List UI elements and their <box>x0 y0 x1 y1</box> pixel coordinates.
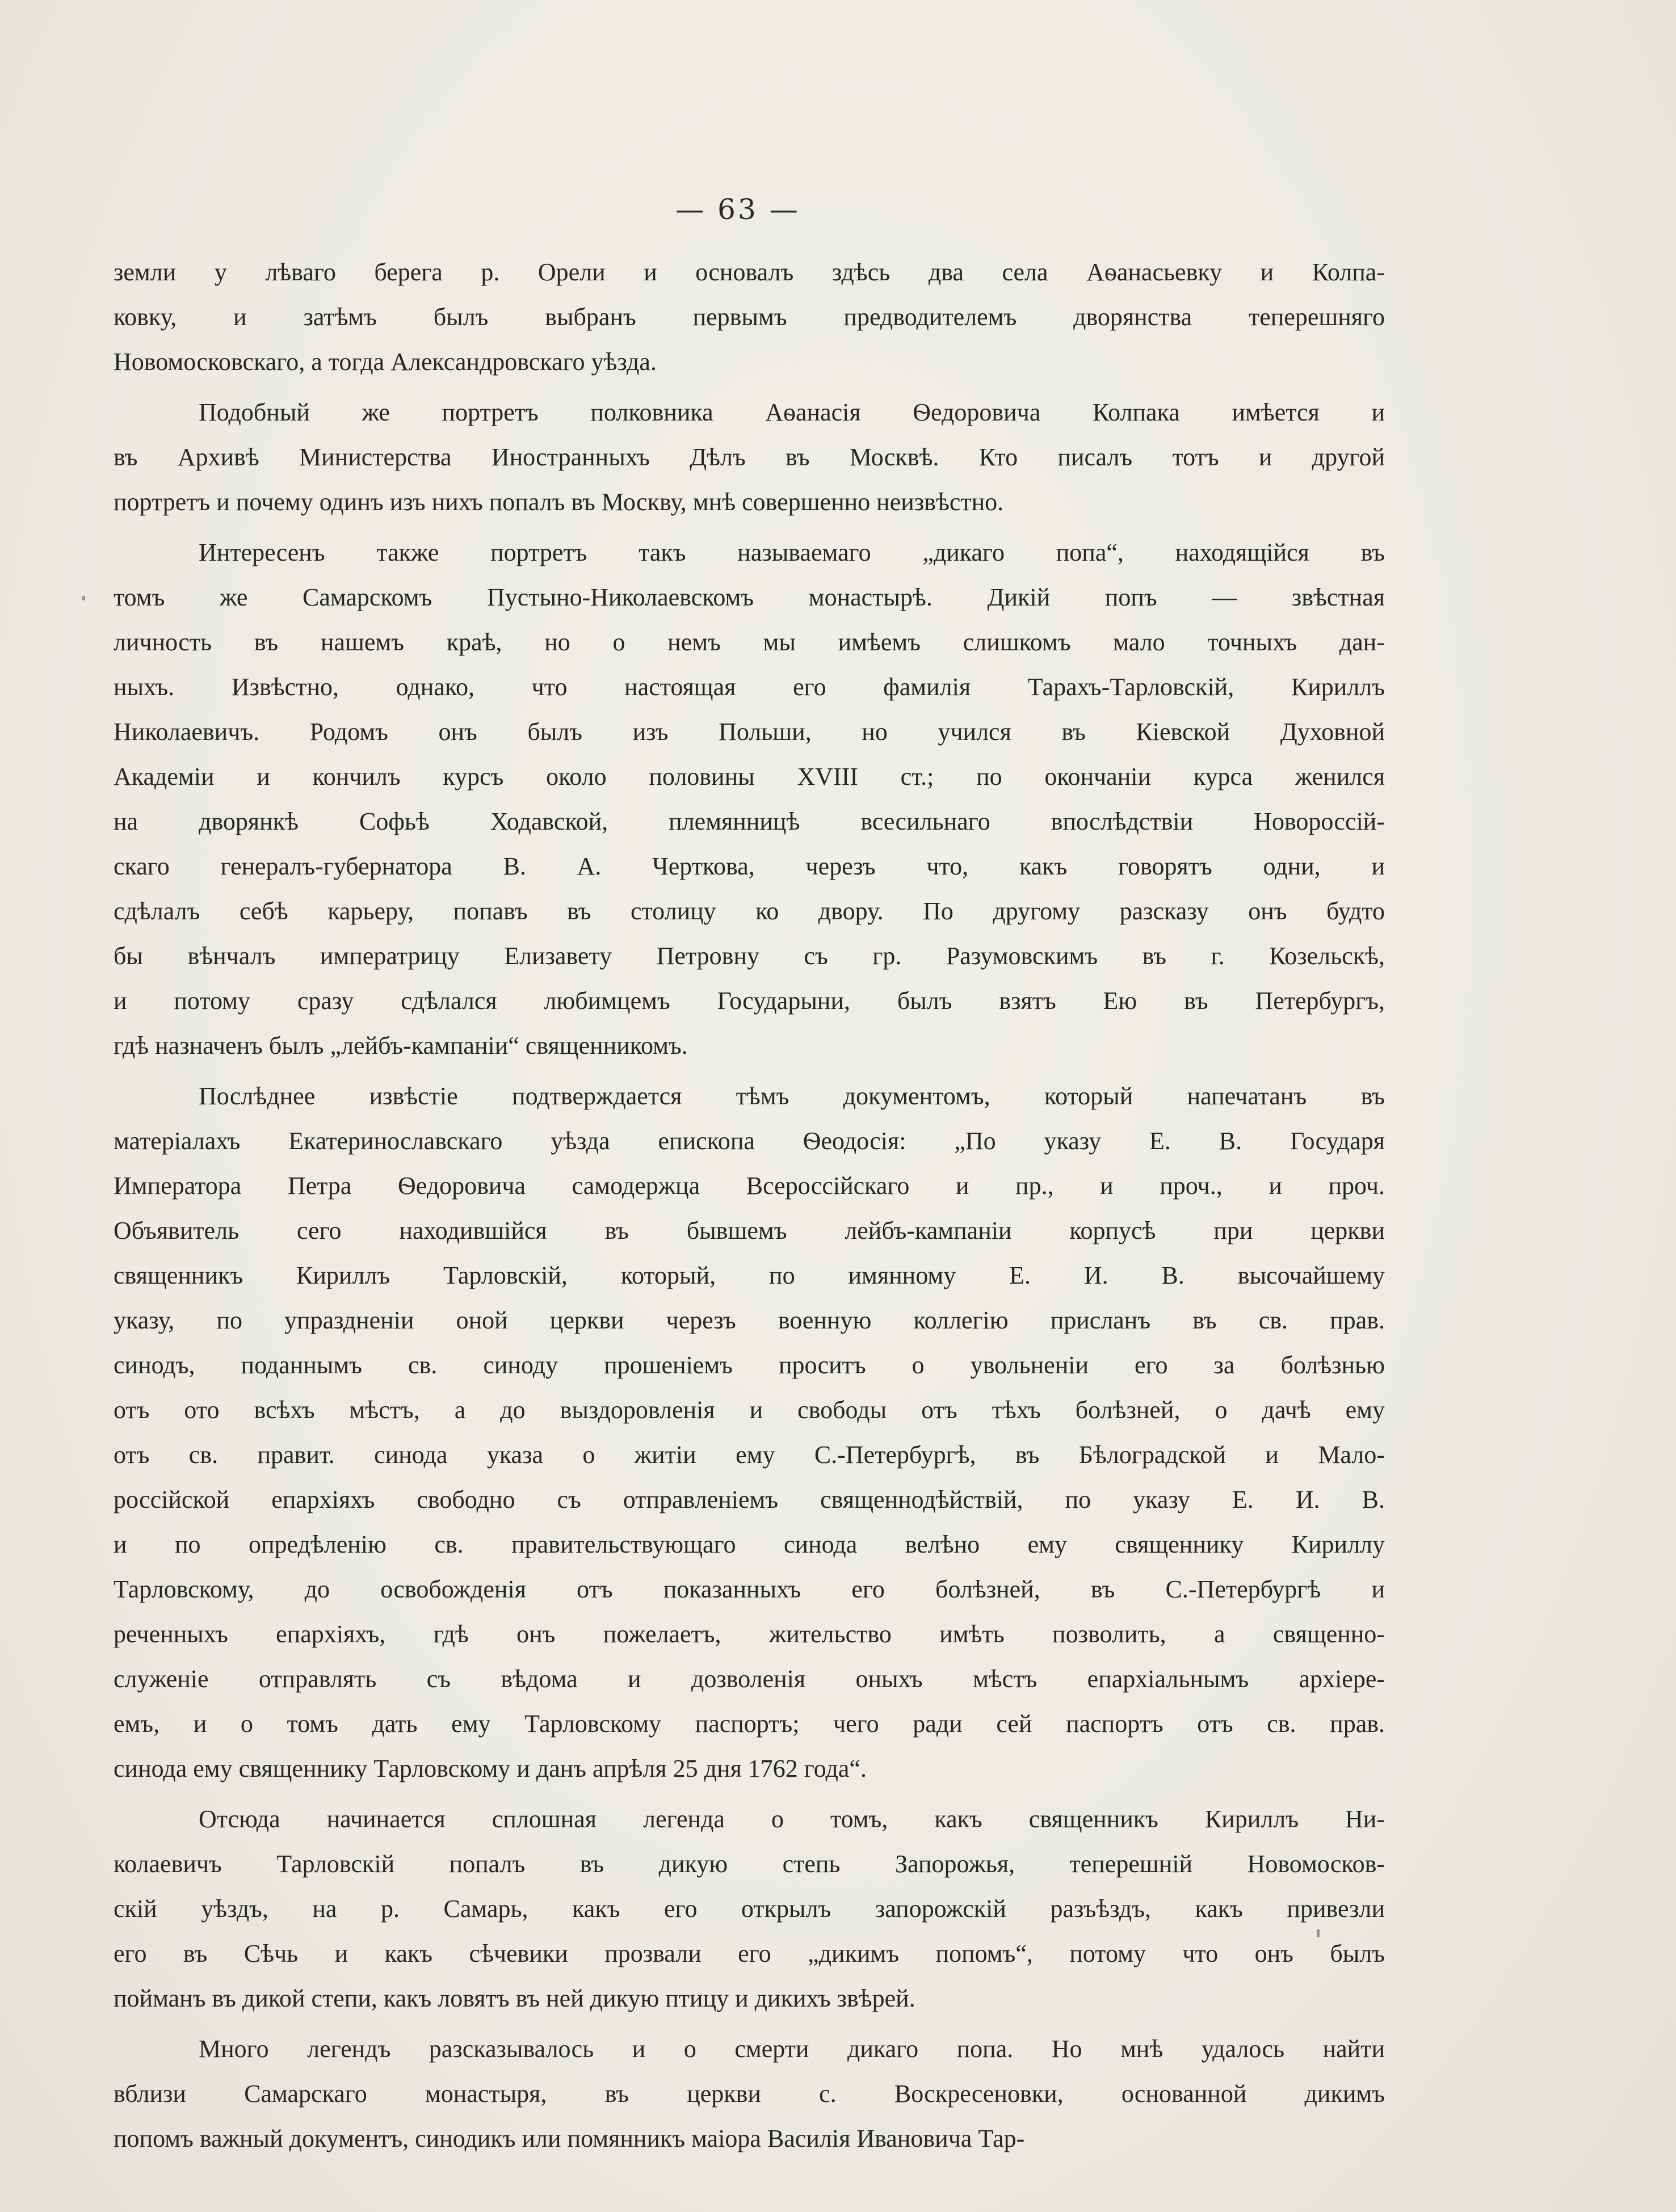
paper-speck <box>82 596 85 600</box>
text-line: ныхъ. Извѣстно, однако, что настоящая его фамилія Тарахъ-Тарловскій, Кириллъ <box>114 673 1385 701</box>
text-line: Новомосковскаго, а тогда Александровскаго уѣзда. <box>114 348 657 376</box>
text-line: Тарловскому, до освобожденія отъ показанныхъ его болѣзней, въ С.-Петербургѣ и <box>114 1575 1385 1603</box>
text-line: сдѣлалъ себѣ карьеру, попавъ въ столицу ко двору. По другому разсказу онъ будто <box>114 897 1385 925</box>
text-line: скій уѣздъ, на р. Самарь, какъ его открылъ запорожскій разъѣздъ, какъ привезли <box>114 1895 1385 1923</box>
body-text <box>114 250 1385 2161</box>
text-line: и по опредѣленію св. правительствующаго синода велѣно ему священнику Кириллу <box>114 1530 1385 1558</box>
text-line: россійской епархіяхъ свободно съ отправленіемъ священнодѣйствій, по указу Е. И. В. <box>114 1486 1385 1513</box>
text-line: личность въ нашемъ краѣ, но о немъ мы имѣемъ слишкомъ мало точныхъ дан- <box>114 628 1385 656</box>
text-line: синода ему священнику Тарловскому и данъ апрѣля 25 дня 1762 года“. <box>114 1755 867 1782</box>
text-line: пойманъ въ дикой степи, какъ ловятъ въ ней дикую птицу и дикихъ звѣрей. <box>114 1984 915 2012</box>
text-line: емъ, и о томъ дать ему Тарловскому паспортъ; чего ради сей паспортъ отъ св. прав. <box>114 1710 1385 1738</box>
text-line: портретъ и почему одинъ изъ нихъ попалъ въ Москву, мнѣ совершенно неизвѣстно. <box>114 488 1004 516</box>
text-line: Послѣднее извѣстіе подтверждается тѣмъ документомъ, который напечатанъ въ <box>199 1082 1385 1110</box>
text-line: на дворянкѣ Софьѣ Ходавской, племянницѣ всесильнаго впослѣдствіи Новороссій- <box>114 808 1385 835</box>
text-line: въ Архивѣ Министерства Иностранныхъ Дѣлъ въ Москвѣ. Кто писалъ тотъ и другой <box>114 443 1385 471</box>
text-line: и потому сразу сдѣлался любимцемъ Государыни, былъ взятъ Ею въ Петербургъ, <box>114 987 1385 1015</box>
text-line: отъ св. правит. синода указа о житіи ему С.-Петербургѣ, въ Бѣлоградской и Мало- <box>114 1441 1385 1469</box>
text-line: земли у лѣваго берега р. Орели и основалъ здѣсь два села Аѳанасьевку и Колпа- <box>114 258 1385 286</box>
text-line: Интересенъ также портретъ такъ называемаго „дикаго попа“, находящійся въ <box>199 539 1385 566</box>
text-line: Императора Петра Ѳедоровича самодержца Всероссійскаго и пр., и проч., и проч. <box>114 1172 1385 1200</box>
paper-speck <box>1317 1929 1320 1937</box>
text-line: Подобный же портретъ полковника Аѳанасія Ѳедоровича Колпака имѣется и <box>199 398 1385 426</box>
paragraph <box>114 1797 1385 2021</box>
text-line: служеніе отправлять съ вѣдома и дозволенія оныхъ мѣстъ епархіальнымъ архіере- <box>114 1665 1385 1693</box>
text-line: матеріалахъ Екатеринославскаго уѣзда епископа Ѳеодосія: „По указу Е. В. Государя <box>114 1127 1385 1155</box>
text-line: ковку, и затѣмъ былъ выбранъ первымъ предводителемъ дворянства теперешняго <box>114 303 1385 331</box>
text-line: Много легендъ разсказывалось и о смерти дикаго попа. Но мнѣ удалось найти <box>199 2035 1385 2063</box>
text-line: гдѣ назначенъ былъ „лейбъ-кампаніи“ священникомъ. <box>114 1032 688 1059</box>
paragraph <box>114 250 1385 384</box>
text-line: священникъ Кириллъ Тарловскій, который, по имянному Е. И. В. высочайшему <box>114 1261 1385 1289</box>
paragraph <box>114 530 1385 1068</box>
page-number: — 63 — <box>675 193 800 226</box>
text-line: его въ Сѣчь и какъ сѣчевики прозвали его „дикимъ попомъ“, потому что онъ былъ <box>114 1940 1385 1967</box>
text-line: колаевичъ Тарловскій попалъ въ дикую степь Запорожья, теперешній Новомосков- <box>114 1850 1385 1878</box>
text-line: томъ же Самарскомъ Пустыно-Николаевскомъ монастырѣ. Дикій попъ — звѣстная <box>114 583 1385 611</box>
text-line: реченныхъ епархіяхъ, гдѣ онъ пожелаетъ, жительство имѣть позволить, а священно- <box>114 1620 1385 1648</box>
text-line: указу, по упраздненіи оной церкви черезъ военную коллегію присланъ въ св. прав. <box>114 1306 1385 1334</box>
text-line: вблизи Самарскаго монастыря, въ церкви с. Воскресеновки, основанной дикимъ <box>114 2080 1385 2108</box>
text-line: Отсюда начинается сплошная легенда о томъ, какъ священникъ Кириллъ Ни- <box>199 1805 1385 1833</box>
paragraph <box>114 1074 1385 1791</box>
text-line: Николаевичъ. Родомъ онъ былъ изъ Польши, но учился въ Кіевской Духовной <box>114 718 1385 746</box>
text-line: попомъ важный документъ, синодикъ или помянникъ маіора Василія Ивановича Тар- <box>114 2125 1025 2152</box>
text-line: Объявитель сего находившійся въ бывшемъ лейбъ-кампаніи корпусѣ при церкви <box>114 1217 1385 1244</box>
text-line: Академіи и кончилъ курсъ около половины XVIII ст.; по окончаніи курса женился <box>114 763 1385 790</box>
text-line: бы вѣнчалъ императрицу Елизавету Петровну съ гр. Разумовскимъ въ г. Козельскѣ, <box>114 942 1385 970</box>
text-line: синодъ, поданнымъ св. синоду прошеніемъ проситъ о увольненіи его за болѣзнью <box>114 1351 1385 1379</box>
text-line: скаго генералъ-губернатора В. А. Черткова, черезъ что, какъ говорятъ одни, и <box>114 852 1385 880</box>
paragraph <box>114 2026 1385 2161</box>
paragraph <box>114 390 1385 524</box>
text-line: отъ ото всѣхъ мѣстъ, а до выздоровленія и свободы отъ тѣхъ болѣзней, о дачѣ ему <box>114 1396 1385 1424</box>
